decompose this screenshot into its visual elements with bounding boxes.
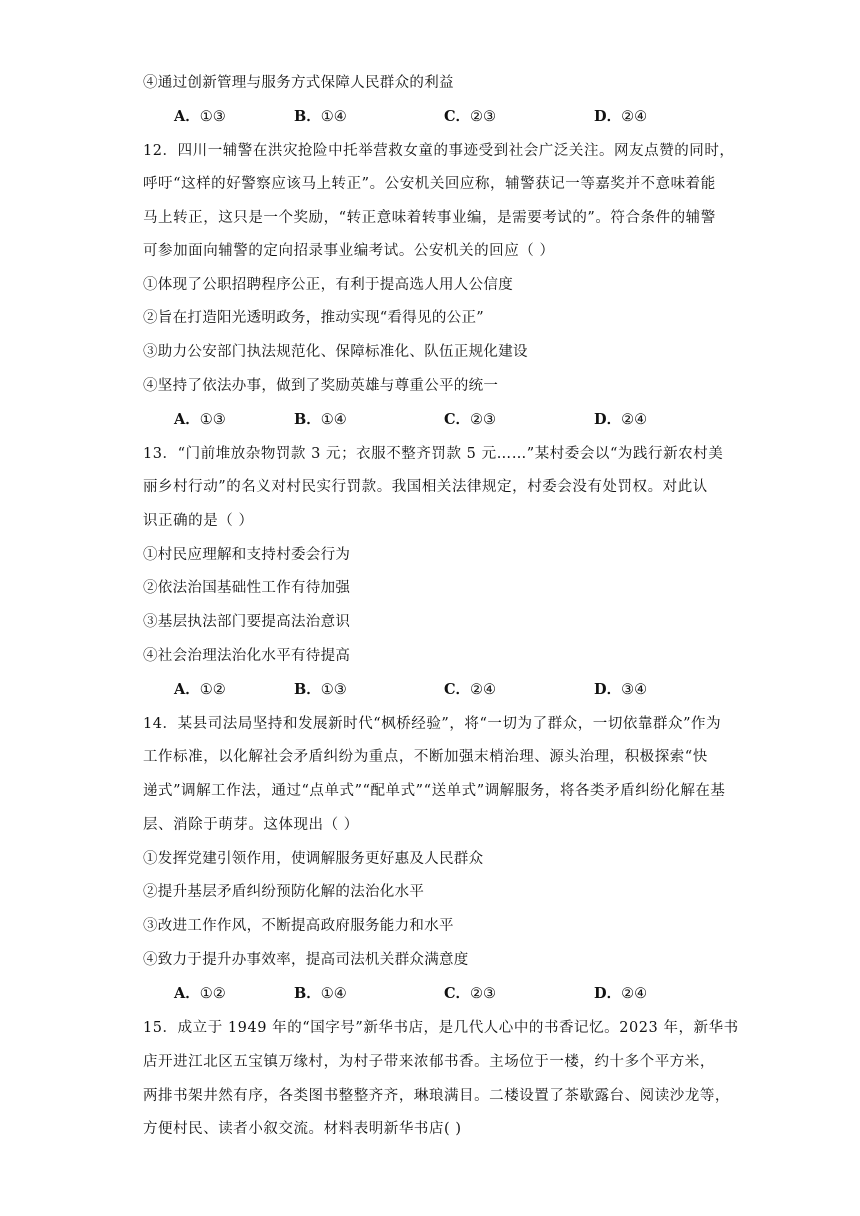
q15-stem-line-3: 两排书架井然有序，各类图书整整齐齐，琳琅满目。二楼设置了茶歇露台、阅读沙龙等， (143, 1088, 730, 1104)
q14-choice-b[interactable] (294, 984, 347, 1004)
q13-choice-a[interactable] (174, 680, 226, 700)
q14-choice-c[interactable] (444, 984, 496, 1004)
q13-stem-line-3: 识正确的是（ ） (143, 513, 254, 529)
choice-letter: A． (174, 108, 200, 125)
q14-stem-line-4: 层、消除于萌芽。这体现出（ ） (143, 817, 359, 833)
q11-choices (174, 107, 734, 127)
q13-stem-line-2: 丽乡村行动”的名义对村民实行罚款。我国相关法律规定，村委会没有处罚权。对此认 (143, 479, 708, 495)
choice-letter: A． (174, 411, 200, 428)
q14-choice-d[interactable] (594, 984, 647, 1004)
choice-letter: C． (444, 411, 471, 428)
q14-stem-line-1: 14．某县司法局坚持和发展新时代“枫桥经验”，将“一切为了群众，一切依靠群众”作为 (143, 716, 722, 732)
choice-value: ①④ (320, 986, 347, 1002)
choice-value: ②④ (621, 109, 648, 125)
choice-value: ①③ (199, 412, 226, 428)
choice-value: ①② (199, 682, 226, 698)
choice-letter: D． (594, 681, 622, 698)
choice-value: ②④ (621, 412, 648, 428)
q12-choice-a[interactable] (174, 410, 226, 430)
q15-stem-line-2: 店开进江北区五宝镇万缘村，为村子带来浓郁书香。主场位于一楼，约十多个平方米， (143, 1054, 715, 1070)
q13-option-3: ③基层执法部门要提高法治意识 (143, 614, 351, 630)
choice-letter: D． (594, 411, 622, 428)
choice-value: ②③ (470, 109, 497, 125)
q12-option-3: ③助力公安部门执法规范化、保障标准化、队伍正规化建设 (143, 344, 528, 360)
q12-choices (174, 410, 734, 430)
q14-option-2: ②提升基层矛盾纠纷预防化解的法治化水平 (143, 884, 425, 900)
choice-letter: D． (594, 108, 622, 125)
q11-choice-d[interactable] (594, 107, 647, 127)
choice-value: ②③ (470, 412, 497, 428)
q12-stem-line-3: 马上转正，这只是一个奖励，“转正意味着转事业编，是需要考试的”。符合条件的辅警 (143, 210, 716, 226)
q12-stem-line-1: 12．四川一辅警在洪灾抢险中托举营救女童的事迹受到社会广泛关注。网友点赞的同时， (143, 143, 735, 159)
choice-letter: B． (294, 108, 321, 125)
q13-choice-d[interactable] (594, 680, 647, 700)
choice-value: ②④ (470, 682, 497, 698)
q12-option-4: ④坚持了依法办事，做到了奖励英雄与尊重公平的统一 (143, 378, 499, 394)
q11-option-4: ④通过创新管理与服务方式保障人民群众的利益 (143, 75, 454, 91)
choice-letter: B． (294, 681, 321, 698)
q14-option-3: ③改进工作作风，不断提高政府服务能力和水平 (143, 918, 454, 934)
q14-option-1: ①发挥党建引领作用，使调解服务更好惠及人民群众 (143, 851, 484, 867)
q11-choice-c[interactable] (444, 107, 496, 127)
q14-option-4: ④致力于提升办事效率，提高司法机关群众满意度 (143, 952, 469, 968)
q12-choice-b[interactable] (294, 410, 347, 430)
q12-choice-c[interactable] (444, 410, 496, 430)
q13-option-1: ①村民应理解和支持村委会行为 (143, 547, 351, 563)
q14-choice-a[interactable] (174, 984, 226, 1004)
q13-option-4: ④社会治理法治化水平有待提高 (143, 648, 351, 664)
choice-letter: A． (174, 681, 200, 698)
q11-choice-a[interactable] (174, 107, 226, 127)
q11-choice-b[interactable] (294, 107, 347, 127)
choice-letter: C． (444, 108, 471, 125)
q13-choice-b[interactable] (294, 680, 347, 700)
q12-stem-line-2: 呼吁“这样的好警察应该马上转正”。公安机关回应称，辅警获记一等嘉奖并不意味着能 (143, 176, 716, 192)
choice-value: ①③ (199, 109, 226, 125)
q13-choices (174, 680, 734, 700)
q14-stem-line-2: 工作标准，以化解社会矛盾纠纷为重点，不断加强末梢治理、源头治理，积极探索“快 (143, 749, 708, 765)
choice-value: ②④ (621, 986, 648, 1002)
q15-stem-line-4: 方便村民、读者小叙交流。材料表明新华书店( ) (143, 1121, 462, 1137)
q15-stem-line-1: 15．成立于 1949 年的“国字号”新华书店，是几代人心中的书香记忆。2023 年，新华书 (143, 1020, 739, 1036)
q13-stem-line-1: 13．“门前堆放杂物罚款 3 元；衣服不整齐罚款 5 元……”某村委会以“为践行新农村美 (143, 446, 724, 462)
q12-option-2: ②旨在打造阳光透明政务，推动实现“看得见的公正” (143, 310, 485, 326)
q14-choices (174, 984, 734, 1004)
choice-value: ②③ (470, 986, 497, 1002)
q12-option-1: ①体现了公职招聘程序公正，有利于提高选人用人公信度 (143, 277, 513, 293)
q13-choice-c[interactable] (444, 680, 496, 700)
choice-letter: A． (174, 985, 200, 1002)
choice-letter: B． (294, 985, 321, 1002)
q13-option-2: ②依法治国基础性工作有待加强 (143, 580, 351, 596)
choice-value: ①④ (320, 412, 347, 428)
choice-value: ①④ (320, 109, 347, 125)
choice-letter: C． (444, 985, 471, 1002)
choice-letter: D． (594, 985, 622, 1002)
q14-stem-line-3: 递式”调解工作法，通过“点单式”“配单式”“送单式”调解服务，将各类矛盾纠纷化解在基 (143, 783, 726, 799)
choice-value: ①③ (320, 682, 347, 698)
choice-value: ③④ (621, 682, 648, 698)
choice-value: ①② (199, 986, 226, 1002)
q12-stem-line-4: 可参加面向辅警的定向招录事业编考试。公安机关的回应（ ） (143, 243, 555, 259)
choice-letter: B． (294, 411, 321, 428)
choice-letter: C． (444, 681, 471, 698)
q12-choice-d[interactable] (594, 410, 647, 430)
